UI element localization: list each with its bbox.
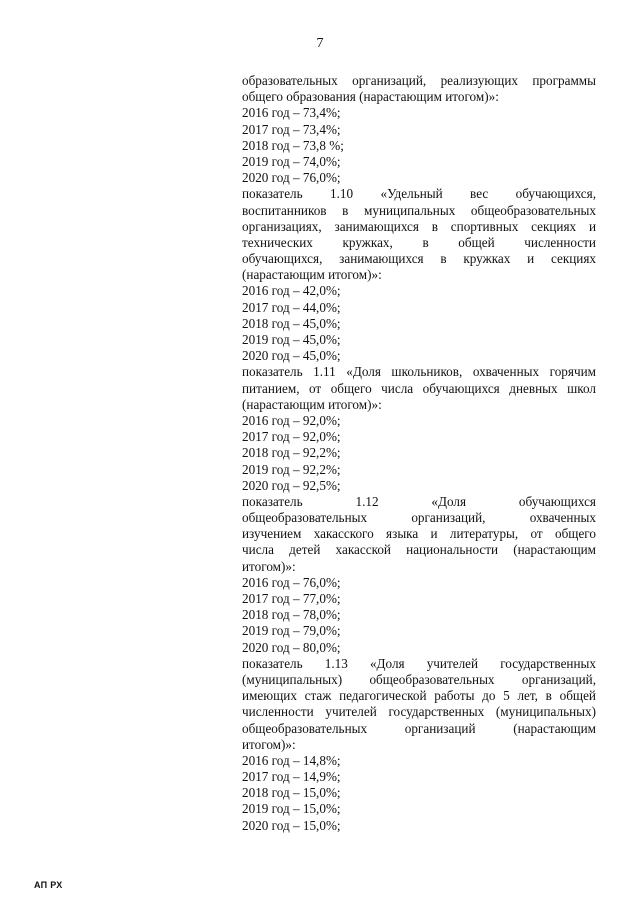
text-line: числа детей хакасской национальности (нарастающим: [242, 542, 596, 558]
text-line: 2017 год – 44,0%;: [242, 299, 341, 315]
text-line: численности учителей государственных (муниципальных): [242, 704, 596, 720]
text-line: показатель 1.11 «Доля школьников, охваченных горячим: [242, 364, 596, 380]
text-line: 2018 год – 15,0%;: [242, 785, 341, 801]
text-line: 2020 год – 76,0%;: [242, 170, 341, 186]
text-line: 2016 год – 76,0%;: [242, 574, 341, 590]
text-line: 2017 год – 73,4%;: [242, 121, 341, 137]
text-line: итогом)»:: [242, 736, 296, 752]
text-line: (нарастающим итогом)»:: [242, 396, 382, 412]
text-line: 2020 год – 92,5%;: [242, 477, 341, 493]
footer-mark: АП РХ: [34, 880, 63, 890]
text-line: 2020 год – 15,0%;: [242, 817, 341, 833]
text-line: 2018 год – 78,0%;: [242, 607, 341, 623]
text-line: (нарастающим итогом)»:: [242, 267, 382, 283]
text-line: 2018 год – 73,8 %;: [242, 137, 344, 153]
text-line: показатель 1.13 «Доля учителей государственных: [242, 655, 596, 671]
text-line: 2019 год – 79,0%;: [242, 623, 341, 639]
text-line: образовательных организаций, реализующих программы: [242, 73, 596, 88]
text-line: имеющих стаж педагогической работы до 5 лет, в общей: [242, 688, 596, 704]
text-line: общеобразовательных организаций (нарастающим: [242, 720, 596, 736]
text-line: 2016 год – 42,0%;: [242, 283, 341, 299]
text-line: организациях, занимающихся в спортивных секциях и: [242, 218, 596, 234]
text-line: 2019 год – 15,0%;: [242, 801, 341, 817]
text-line: 2020 год – 45,0%;: [242, 348, 341, 364]
text-line: 2017 год – 92,0%;: [242, 429, 341, 445]
text-line: 2020 год – 80,0%;: [242, 639, 341, 655]
text-line: питанием, от общего числа обучающихся дневных школ: [242, 380, 596, 396]
text-line: общеобразовательных организаций, охваченных: [242, 510, 596, 526]
text-line: показатель 1.10 «Удельный вес обучающихся,: [242, 186, 596, 202]
text-line: показатель 1.12 «Доля обучающихся: [242, 493, 596, 509]
text-line: 2016 год – 14,8%;: [242, 752, 341, 768]
text-line: изучением хакасского языка и литературы, от общего: [242, 526, 596, 542]
text-line: итогом)»:: [242, 558, 296, 574]
text-line: (муниципальных) общеобразовательных организаций,: [242, 671, 596, 687]
text-line: 2017 год – 14,9%;: [242, 769, 341, 785]
text-line: 2019 год – 45,0%;: [242, 332, 341, 347]
text-line: технических кружках, в общей численности: [242, 234, 596, 250]
document-body: [242, 73, 596, 834]
text-line: воспитанников в муниципальных общеобразовательных: [242, 202, 596, 218]
text-line: 2016 год – 73,4%;: [242, 105, 341, 121]
text-line: 2019 год – 74,0%;: [242, 153, 341, 169]
text-line: 2018 год – 92,2%;: [242, 445, 341, 461]
text-line: общего образования (нарастающим итогом)»:: [242, 89, 499, 105]
page-number: 7: [316, 36, 324, 51]
text-line: 2019 год – 92,2%;: [242, 461, 341, 477]
text-line: 2016 год – 92,0%;: [242, 412, 341, 428]
text-line: 2018 год – 45,0%;: [242, 315, 341, 331]
text-line: обучающихся, занимающихся в кружках и секциях: [242, 251, 596, 267]
text-line: 2017 год – 77,0%;: [242, 591, 341, 606]
